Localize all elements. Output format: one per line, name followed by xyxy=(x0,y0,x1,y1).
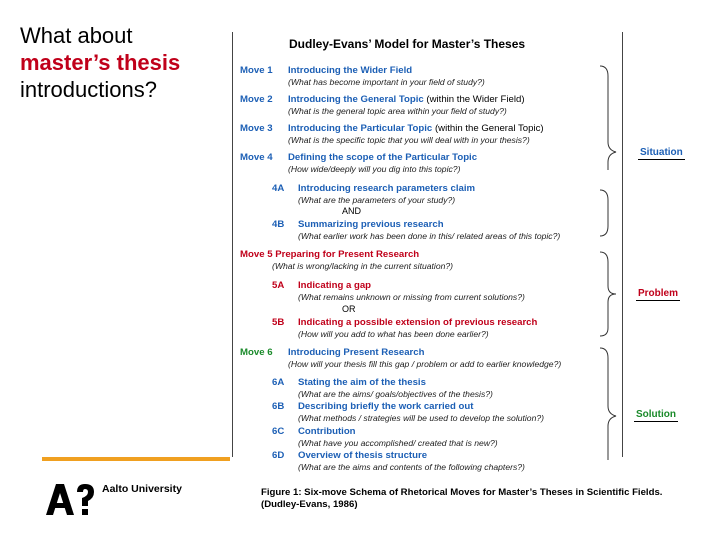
problem-label: Problem xyxy=(638,288,679,299)
figure-caption: Figure 1: Six-move Schema of Rhetorical Moves for Master’s Theses in Scientific Fields. (Dudley-Evans, 1986) xyxy=(261,487,663,510)
solution-label: Solution xyxy=(636,409,676,420)
title-line-1: What about xyxy=(20,23,133,48)
orange-divider xyxy=(42,457,230,461)
title-line-2-highlight: master’s thesis xyxy=(20,50,181,75)
dudley-evans-figure: Dudley-Evans’ Model for Master’s Theses Move 1 Introducing the Wider Field (What has become important in your field of study?) Move 2 Introducing the General Topic (within the Wider Field) (What is the general topic area within your field of study?) Move 3 Introducing the Particular Topic (within the General Topic) (What is the specific topic that you will deal with in your thesis?) Move 4 Defining the scope of the Particular Topic (How wide/deeply will you dig into this topic?) 4A Introducing research parameters claim (What are the parameters of your study?) AND 4B Summarizing previous research (What earlier work has been done in this/ related areas of this topic?) Move 5 Preparing for Present Research (What is wrong/lacking in the current situation?) 5A Indicating a gap (What remains unknown or missing from current solutions?) OR 5B Indicating a possible extension of previous research (How will you add to what has been done earlier?) Move 6 Introducing Present Research (How will your thesis fill this gap / problem or add to earlier knowledge?) 6A Stating the aim of the thesis (What are the aims/ goals/objectives of the thesis?) 6B Describing briefly the work carried out (What methods / strategies will be used to develop the solution?) 6C Contribution (What have you accomplished/ created that is new?) 6D Overview of thesis structure (What are the aims and contents of the following chapters?) Situation Problem Solution Figure 1: Six-move Schema of Rhetorical Moves for Master’s Theses in Scientific Fields. (Dudley-Evans, 1986) xyxy=(232,30,707,522)
brand-name: Aalto University xyxy=(102,483,182,495)
figure-title: Dudley-Evans’ Model for Master’s Theses xyxy=(289,37,526,51)
title-line-3: introductions? xyxy=(20,77,157,102)
situation-label: Situation xyxy=(640,147,683,158)
grouping-braces-icon xyxy=(592,30,632,460)
slide-title xyxy=(20,22,235,103)
aalto-logo-icon xyxy=(44,482,96,516)
